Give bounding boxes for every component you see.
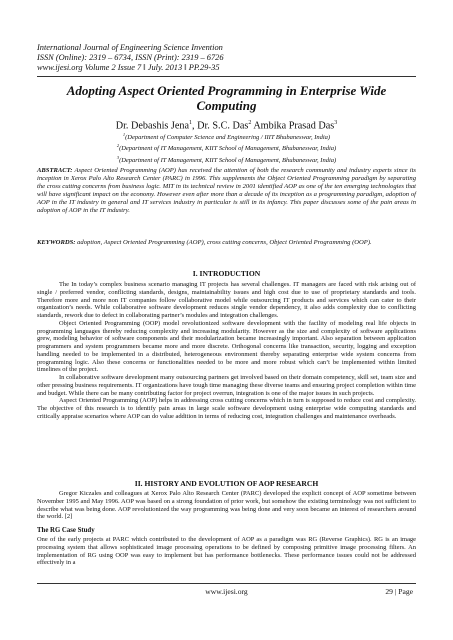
journal-name: International Journal of Engineering Science Invention	[37, 43, 223, 52]
paragraph: Gregor Kiczales and colleagues at Xerox Palo Alto Research Center (PARC) developed the explicit concept of AOP sometime between November 1995 and May 1996. AOP was based on a strong foundation of prior work, but somehow the existing terminology was not sufficient to describe what was being done. AOP revolutionized the way programming was being done and very soon became an interest of researchers around the world. [2]	[37, 490, 416, 521]
subsection-body	[37, 536, 416, 567]
footer-url: www.ijesi.org	[205, 587, 248, 596]
author-superscript: 1	[189, 120, 193, 126]
paragraph: The In today’s complex business scenario managing IT projects has several challenges. IT managers are faced with risk arising out of single / preferred vendor, conflicting standards, designs, maintainability issues and high cost due to use of proprietary standards and tools. Therefore more and more non IT companies follow collaborative model while outsourcing IT products and services which can cater to their organization’s needs. While collaborative software development reduces single vendor dependency, it also adds complexity due to conflicting standards, rework due to defect in collaborating partner’s modules and integration challenges.	[37, 281, 416, 319]
abstract-text: Aspect Oriented Programming (AOP) has received the attention of both the research community and industry experts since its inception in Xerox Palo Alto Research Center (PARC) in 1996. This supplements the Object Oriented Programming paradigm by separating the cross cutting concerns from business logic. MIT in its technical review in 2001 identified AOP as one of the ten emerging technologies that will have significant impact on the economy. However even after more than a decade of its inception as a programming paradigm, adoption of AOP in the IT industry in general and IT services industry in particular is still in its infancy. This paper discusses some of the pain areas in adoption of AOP in the IT industry.	[37, 167, 416, 214]
footer-rule	[37, 583, 416, 584]
section-heading-introduction: I. INTRODUCTION	[192, 269, 261, 278]
paragraph: In collaborative software development many outsourcing partners get involved based on their domain competency, skill set, team size and other pressing business requirements. IT organizations have tough time managing these diverse teams and ensuring project completion within time and budget. While there can be many contributing factor for project overrun, integration is one of the major issues in such projects.	[37, 374, 416, 397]
affiliation: $^1$(Department of Computer Science and Engineering / IIIT Bhubaneswar, India)	[122, 132, 331, 142]
author-name: Dr. S.C. Das	[197, 120, 249, 132]
paragraph: Aspect Oriented Programming (AOP) helps in addressing cross cutting concerns which in turn is supposed to reduce cost and complexity. The objective of this research is to identify pain areas in large scale software development using enterprise wide computing standards and critically appraise scenarios where AOP can do value addition in terms of reducing cost, integration challenges and maintenance overheads.	[37, 397, 416, 420]
affiliation: $^3$(Department of IT Management, KIIT School of Management, Bhubaneswar, India)	[116, 154, 337, 164]
subsection-heading: The RG Case Study	[37, 527, 95, 534]
abstract	[37, 167, 416, 215]
journal-header	[37, 43, 224, 74]
introduction-body	[37, 281, 416, 421]
author-list: Dr. Debashis Jena$^1$, Dr. S.C. Das$^2$ Ambika Prasad Das$^3$	[115, 120, 338, 132]
author-superscript: 2	[248, 120, 252, 126]
affiliation-list	[40, 131, 413, 165]
paper-title: Adopting Aspect Oriented Programming in Enterprise Wide Computing	[66, 83, 387, 113]
paragraph: Object Oriented Programming (OOP) model revolutionized software development with the facility of modeling real life objects in programming languages thereby reducing complexity and increasing modularity. However as the size and complexity of software applications grew, modeling behavior of software components and their modularization became increasingly important. Also separation between application programmers and system programmers became more and more discrete. Orthogonal concerns like transaction, security, logging and exception handling needed to be implemented in a distributed, heterogeneous environment thereby separating enterprise wide system concerns from programming logic. Also these concerns or functionalities needed to be more and more robust which can’t be implemented within limited timelines of the project.	[37, 319, 416, 374]
paragraph: One of the early projects at PARC which contributed to the development of AOP as a paradigm was RG (Reverse Graphics). RG is an image processing system that allows sophisticated image processing operations to be defined by composing primitive image processing filters. An implementation of RG using OOP was easy to implement but has performance bottlenecks. These performance issues could not be addressed effectively in a	[37, 536, 416, 567]
journal-volume: www.ijesi.org Volume 2 Issue 7 ǁ July. 2013 ǁ PP.29-35	[37, 63, 220, 73]
author-name: Dr. Debashis Jena	[115, 120, 190, 132]
keywords-text: adoption, Aspect Oriented Programming (AOP), cross cutting concerns, Object Oriented Programming (OOP).	[75, 239, 372, 246]
history-body	[37, 490, 416, 521]
keywords	[37, 239, 416, 247]
affiliation: $^2$(Department of IT Management, KIIT School of Management, Bhubaneswar, India)	[116, 143, 337, 153]
journal-issn: ISSN (Online): 2319 – 6734, ISSN (Print): 2319 – 6726	[37, 53, 224, 63]
header-rule	[37, 76, 416, 77]
abstract-label: ABSTRACT:	[37, 167, 73, 174]
keywords-label: KEYWORDS:	[37, 239, 76, 246]
section-heading-history: II. HISTORY AND EVOLUTION OF AOP RESEARCH	[134, 479, 319, 488]
author-name: Ambika Prasad Das	[253, 120, 335, 132]
page-number: 29 | Page	[385, 587, 413, 596]
author-superscript: 3	[334, 120, 338, 126]
